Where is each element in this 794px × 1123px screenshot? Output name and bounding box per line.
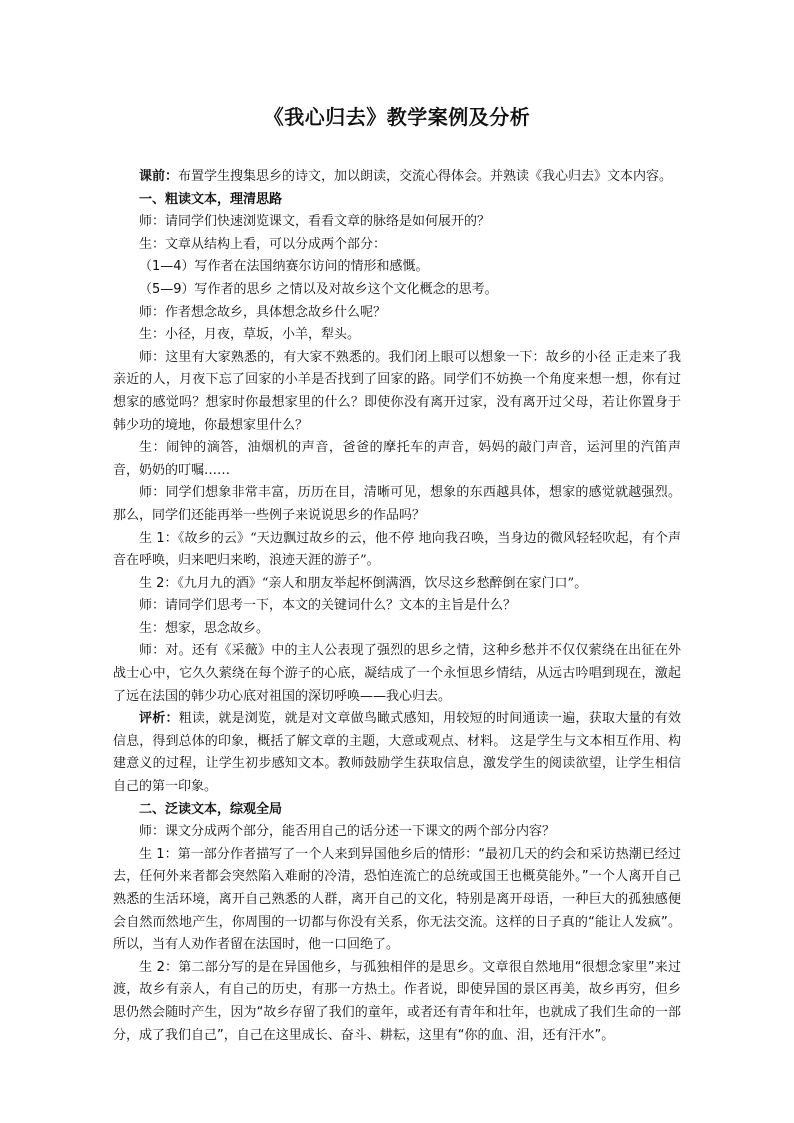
dialogue-line: 师：对。还有《采薇》中的主人公表现了强烈的思乡之情，这种乡愁并不仅仅萦绕在出征在外战士心中，它久久萦绕在每个游子的心底，凝结成了一个永恒思乡情结，从远古吟唱到现在，激起了远在法国的韩少功心底对祖国的深切呼唤——我心归去。 xyxy=(113,643,681,704)
section-heading-2: 二、泛读文本，综观全局 xyxy=(139,801,283,817)
student-2-quote: “亲人和朋友举起杯倒满酒，饮尽这乡愁醉倒在家门口”。 xyxy=(261,575,588,591)
dialogue-line: 生：文章从结构上看，可以分成两个部分： xyxy=(139,236,387,252)
dialogue-line: 生：想家，思念故乡。 xyxy=(139,620,270,636)
dialogue-line: 生 1：第一部分作者描写了一个人来到异国他乡后的情形：“最初几天的约会和采访热潮已经过去，任何外来者都会突然陷入难耐的冷清，恐怕连流亡的总统或国王也概莫能外。”一个人离开自己熟悉的生活环境，离开自己熟悉的人群，离开自己的文化，特别是离开母语，一种巨大的孤独感便会自然而然地产生，你周围的一切都与你没有关系，你无法交流。这样的日子真的“能让人发疯”。所以，当有人劝作者留在法国时，他一口回绝了。 xyxy=(113,846,681,953)
comment-label: 评析： xyxy=(139,711,179,727)
dialogue-line: 师：同学们想象非常丰富，历历在目，清晰可见，想象的东西越具体，想家的感觉就越强烈。那么，同学们还能再举一些例子来说说思乡的作品吗？ xyxy=(113,485,681,523)
page-title: 《我心归去》教学案例及分析 xyxy=(263,105,531,129)
dialogue-line: 师：课文分成两个部分，能否用自己的话分述一下课文的两个部分内容？ xyxy=(139,824,556,840)
intro-paragraph xyxy=(113,166,681,189)
student-1-quote: “天边飘过故乡的云，他不停 地向我召唤，当身边的微风轻轻吹起，有个声音在呼唤，归来吧归来哟，浪迹天涯的游子”。 xyxy=(113,530,681,569)
dialogue-line: 生：小径，月夜，草坂，小羊，犁头。 xyxy=(139,327,361,343)
intro-text: 布置学生搜集思乡的诗文，加以朗读，交流心得体会。并熟读《我心归去》文本内容。 xyxy=(178,169,673,184)
student-1-prefix: 生 1：《故乡的云》 xyxy=(139,530,251,546)
dialogue-line: （1—4）写作者在法国纳赛尔访问的情形和感慨。 xyxy=(139,259,429,275)
section-heading-1: 一、粗读文本，理清思路 xyxy=(139,191,283,207)
dialogue-line: 师：这里有大家熟悉的，有大家不熟悉的。我们闭上眼可以想象一下：故乡的小径 正走来了我亲近的人，月夜下忘了回家的小羊是否找到了回家的路。同学们不妨换一个角度来想一想，你有过想家的感觉吗？想家时你最想家里的什么？即使你没有离开过家，没有离开过父母，若让你置身于韩少功的境地，你最想家里什么？ xyxy=(113,349,681,433)
dialogue-line: 师：请同学们思考一下，本文的关键词什么？文本的主旨是什么？ xyxy=(139,598,517,614)
student-2-answer xyxy=(113,573,681,596)
document-page xyxy=(113,100,681,1047)
dialogue-line: 师：作者想念故乡，具体想念故乡什么呢？ xyxy=(139,304,387,320)
dialogue-line: 生 2：第二部分写的是在异国他乡，与孤独相伴的是思乡。文章很自然地用“很想念家里”来过渡，故乡有亲人，有自己的历史，有那一方热土。作者说，即使异国的景区再美，故乡再穷，但乡思仍然会随时产生，因为“故乡存留了我们的童年，或者还有青年和壮年，也就成了我们生命的一部分，成了我们自己”，自己在这里成长、奋斗、耕耘，这里有“你的血、泪，还有汗水”。 xyxy=(113,959,681,1043)
dialogue-line: 师：请同学们快速浏览课文，看看文章的脉络是如何展开的？ xyxy=(139,214,491,230)
student-1-answer xyxy=(113,528,681,573)
dialogue-line: （5—9）写作者的思乡 之情以及对故乡这个文化概念的思考。 xyxy=(139,281,498,297)
intro-label: 课前： xyxy=(139,169,179,184)
comment-paragraph xyxy=(113,708,681,798)
comment-text: 粗读，就是浏览，就是对文章做鸟瞰式感知，用较短的时间通读一遍，获取大量的有效信息，得到总体的印象，概括了解文章的主题，大意或观点、材料。 这是学生与文本相互作用、构建意义的过程，让学生初步感知文本。教师鼓励学生获取信息，激发学生的阅读欲望，让学生相信自己的第一印象。 xyxy=(113,711,681,795)
dialogue-line: 生：闹钟的滴答，油烟机的声音，爸爸的摩托车的声音，妈妈的敲门声音，运河里的汽笛声音，奶奶的叮嘱…… xyxy=(113,440,681,478)
student-2-prefix: 生 2：《九月九的酒》 xyxy=(139,575,262,591)
